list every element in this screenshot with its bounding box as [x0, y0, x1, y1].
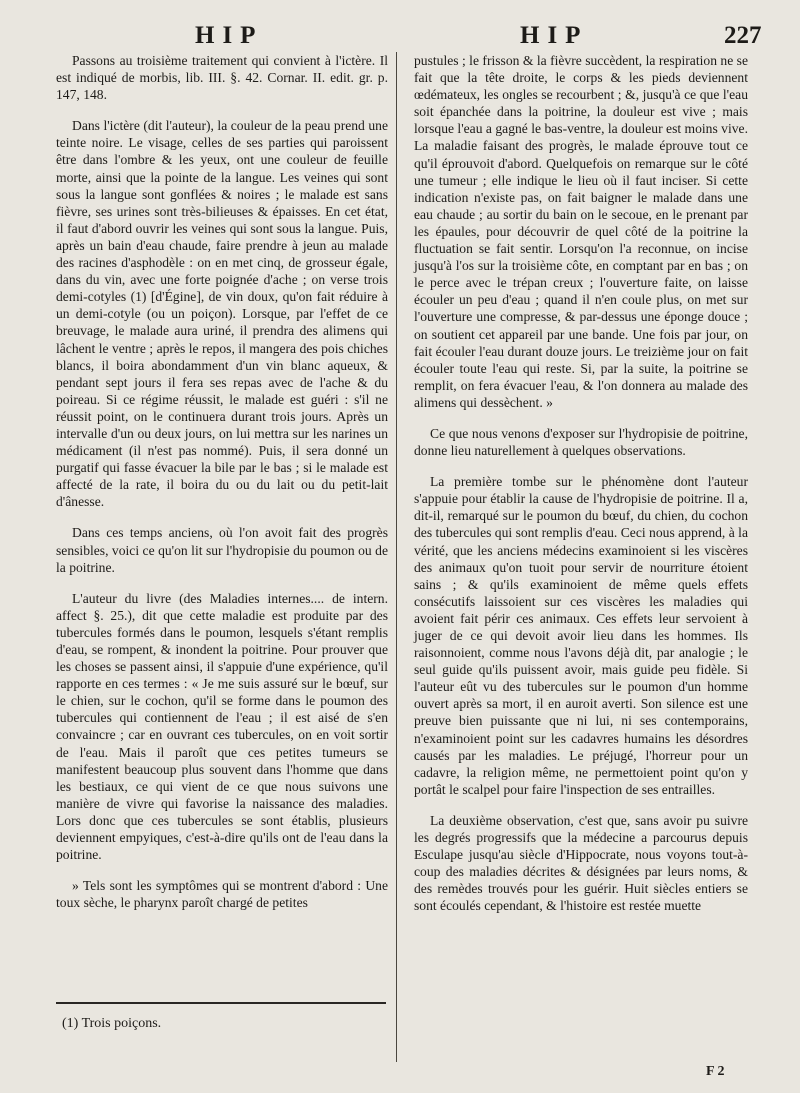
paragraph: pustules ; le frisson & la fièvre succèdent, la respiration ne se fait que la tête droite, le corps & les pieds deviennent œdémateux, les ongles se recourbent ; &, jusqu'à ce que l'eau soit épanchée dans la poitrine, la douleur est vive ; mais lorsque l'eau a gagné le bas-ventre, la douleur est moins vive. La maladie faisant des progrès, le malade éprouve tout ce qu'il éprouvoit d'abord. Quelquefois on remarque sur le côté une tumeur ; elle indique le lieu où il faut inciser. Si cette indication n'existe pas, on fait baigner le malade dans une eau chaude ; au sortir du bain on le secoue, en le prenant par les épaules, pour découvrir de quel côté de la poitrine la fluctuation se fait sentir. Lorsqu'on l'a reconnue, on incise jusqu'à l'os sur la troisième côte, en comptant par en bas ; on le perce avec le trépan creux ; l'ouverture faite, on laisse écouler un peu d'eau ; quand il n'en coule plus, on met sur l'ouverture une compresse, & par-dessus une éponge douce ; on soutient cet appareil par une bande. Une fois par jour, on fait écouler l'eau durant douze jours. Le treizième jour on fait écouler toute l'eau qui reste. Si, par la suite, la poitrine se remplit, on fera évacuer l'eau, & l'on donnera au malade des alimens qui dessèchent. »: [414, 53, 748, 410]
paragraph: Dans ces temps anciens, où l'on avoit fait des progrès sensibles, voici ce qu'on lit sur l'hydropisie du poumon ou de la poitrine.: [56, 525, 388, 575]
footnote-rule: [56, 1002, 386, 1004]
footnote: (1) Trois poiçons.: [62, 1016, 162, 1031]
paragraph: » Tels sont les symptômes qui se montrent d'abord : Une toux sèche, le pharynx paroît chargé de petites: [56, 878, 388, 911]
paragraph: Ce que nous venons d'exposer sur l'hydropisie de poitrine, donne lieu naturellement à quelques observations.: [414, 425, 748, 459]
paragraph: La deuxième observation, c'est que, sans avoir pu suivre les degrés progressifs que la médecine a parcourus depuis Esculape jusqu'au siècle d'Hippocrate, nous voyons tout-à-coup des maladies décrites & désignées par leurs noms, & des remèdes trouvés pour les guérir. Huit siècles entiers se sont écoulés cependant, & l'histoire est restée muette: [414, 812, 748, 914]
paragraph: Dans l'ictère (dit l'auteur), la couleur de la peau prend une teinte noire. Le visage, celles de ses parties qui paroissent être dans l'ombre & les yeux, ont une couleur de feuille morte, ainsi que la pointe de la langue. Les veines qui sont sous la langue sont gonflées & noires ; le malade est sans fièvre, ses urines sont très-bilieuses & épaisses. En cet état, il faut d'abord ouvrir les veines qui sont sous la langue. Puis, après un bain d'eau chaude, faire prendre à jeun au malade des racines d'asphodèle : on en met cinq, de grosseur égale, dans du vin, avec une forte poignée d'ache ; on verse trois demi-cotyles (1) [d'Égine], de vin doux, qu'on fait réduire à un demi-cotyle (ou un poiçon). Lorsque, par l'effet de ce breuvage, le malade aura uriné, il prendra des alimens qui lâchent le ventre ; après le repos, il mangera des pois chiches blancs, il boira abondamment d'un vin blanc aqueux, & pendant sept jours il fera ses repas avec de l'ache & du poireau. Si ce régime réussit, le malade est guéri : s'il ne réussit point, on le continuera durant trois jours. Après un intervalle d'un ou deux jours, on lui mettra sur les narines un médicament (il n'est pas nommé). Puis, il sera donné un purgatif qui fasse évacuer la bile par le bas ; si le malade est affecté de la rate, il boira du ou du lait ou du petit-lait d'ânesse.: [56, 118, 388, 510]
page-number: 227: [724, 22, 762, 49]
running-head-left: HIP: [195, 22, 264, 49]
column-divider: [396, 52, 397, 1062]
paragraph: Passons au troisième traitement qui convient à l'ictère. Il est indiqué de morbis, lib. III. §. 42. Cornar. II. edit. gr. p. 147, 148.: [56, 53, 388, 103]
running-head-right: HIP: [520, 22, 589, 49]
paragraph: La première tombe sur le phénomène dont l'auteur s'appuie pour établir la cause de l'hydropisie de poitrine. Il a, dit-il, remarqué sur le poumon du bœuf, du chien, du cochon des tubercules qui sont remplis d'eau. Ceci nous apprend, à la vérité, que les anciens médecins examinoient si les viscères des animaux qu'on tuoit pour servir de nourriture étoient sains ; & qu'ils examinoient de même quels effets consécutifs laissoient sur ces viscères les maladies qui avoient fait périr ces animaux. Ces effets leur servoient à juger de ce qui devoit avoir lieu dans les hommes. Ils raisonnoient, comme nous l'avons déjà dit, par analogie ; le seul guide qu'ils puissent avoir, mais guide peu fidèle. Si l'auteur eût vu des tubercules sur le poumon d'un homme ouvert après sa mort, il en auroit averti. Son silence est une preuve bien puissante que ni lui, ni ses contemporains, n'examinoient point sur les cadavres humains les désordres causés par les maladies. Le préjugé, l'horreur pour un cadavre, la religion même, ne permettoient point qu'on y portât le scalpel pour faire l'inspection de ses entrailles.: [414, 474, 748, 797]
right-column: [414, 52, 748, 915]
left-column: [56, 52, 388, 911]
paragraph: L'auteur du livre (des Maladies internes.... de intern. affect §. 25.), dit que cette maladie est produite par des tubercules formés dans le poumon, lesquels s'étant remplis d'eau, se rompent, & inondent la poitrine. Pour prouver que les choses se passent ainsi, il s'appuie d'une expérience, qu'il rapporte en ces termes : « Je me suis assuré sur le bœuf, sur le chien, sur le cochon, qu'il se forme dans le poumon des tubercules qui contiennent de l'eau ; il est aisé de s'en convaincre ; car en ouvrant ces tubercules, on en voit sortir de l'eau. Mais il paroît que ces petites tumeurs se manifestent beaucoup plus souvent dans l'homme que dans les bestiaux, ce qui vient de ce que nous suivons une manière de vivre qui favorise la naissance des maladies. Lors donc que ces tubercules se sont établis, plusieurs deviennent empyiques, c'est-à-dire qu'ils ont de l'eau dans la poitrine.: [56, 590, 388, 863]
signature-mark: F 2: [706, 1064, 725, 1079]
